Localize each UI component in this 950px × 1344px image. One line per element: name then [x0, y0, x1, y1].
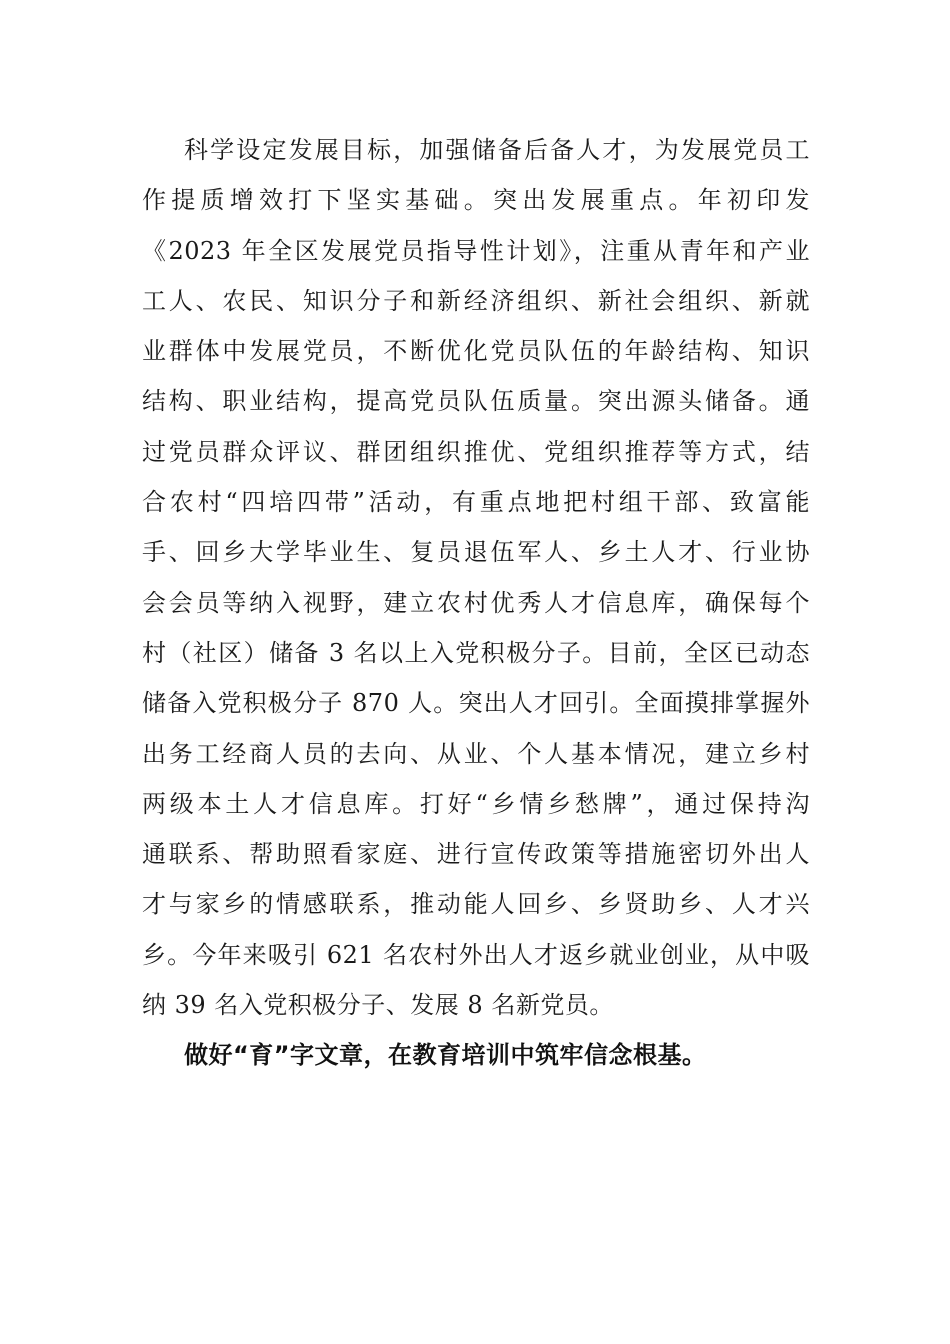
body-paragraph — [142, 125, 810, 1030]
paragraph-line: 过党员群众评议、群团组织推优、党组织推荐等方式，结 — [142, 437, 810, 466]
paragraph-line: 两级本土人才信息库。打好“乡情乡愁牌”，通过保持沟 — [142, 789, 810, 818]
paragraph-line: 作提质增效打下坚实基础。突出发展重点。年初印发 — [142, 186, 810, 215]
paragraph-line: 科学设定发展目标，加强储备后备人才，为发展党员工 — [184, 136, 810, 164]
paragraph-line: 结构、职业结构，提高党员队伍质量。突出源头储备。通 — [142, 387, 810, 416]
paragraph-line: 乡。今年来吸引 621 名农村外出人才返乡就业创业，从中吸 — [142, 940, 810, 969]
paragraph-line: 纳 39 名入党积极分子、发展 8 名新党员。 — [142, 991, 614, 1020]
paragraph-line: 村（社区）储备 3 名以上入党积极分子。目前，全区已动态 — [142, 638, 810, 667]
paragraph-line: 出务工经商人员的去向、从业、个人基本情况，建立乡村 — [142, 739, 810, 768]
paragraph-line: 工人、农民、知识分子和新经济组织、新社会组织、新就 — [142, 286, 810, 315]
paragraph-line: 业群体中发展党员，不断优化党员队伍的年龄结构、知识 — [142, 337, 810, 366]
section-heading: 做好“育”字文章，在教育培训中筑牢信念根基。 — [184, 1041, 707, 1069]
paragraph-line: 会会员等纳入视野，建立农村优秀人才信息库，确保每个 — [142, 588, 810, 617]
paragraph-line: 手、回乡大学毕业生、复员退伍军人、乡土人才、行业协 — [142, 538, 810, 567]
paragraph-line: 合农村“四培四带”活动，有重点地把村组干部、致富能 — [142, 488, 810, 517]
paragraph-line: 才与家乡的情感联系，推动能人回乡、乡贤助乡、人才兴 — [142, 890, 810, 919]
paragraph-line: 通联系、帮助照看家庭、进行宣传政策等措施密切外出人 — [142, 840, 810, 869]
paragraph-line: 《2023 年全区发展党员指导性计划》，注重从青年和产业 — [142, 236, 810, 265]
paragraph-line: 储备入党积极分子 870 人。突出人才回引。全面摸排掌握外 — [142, 689, 810, 718]
